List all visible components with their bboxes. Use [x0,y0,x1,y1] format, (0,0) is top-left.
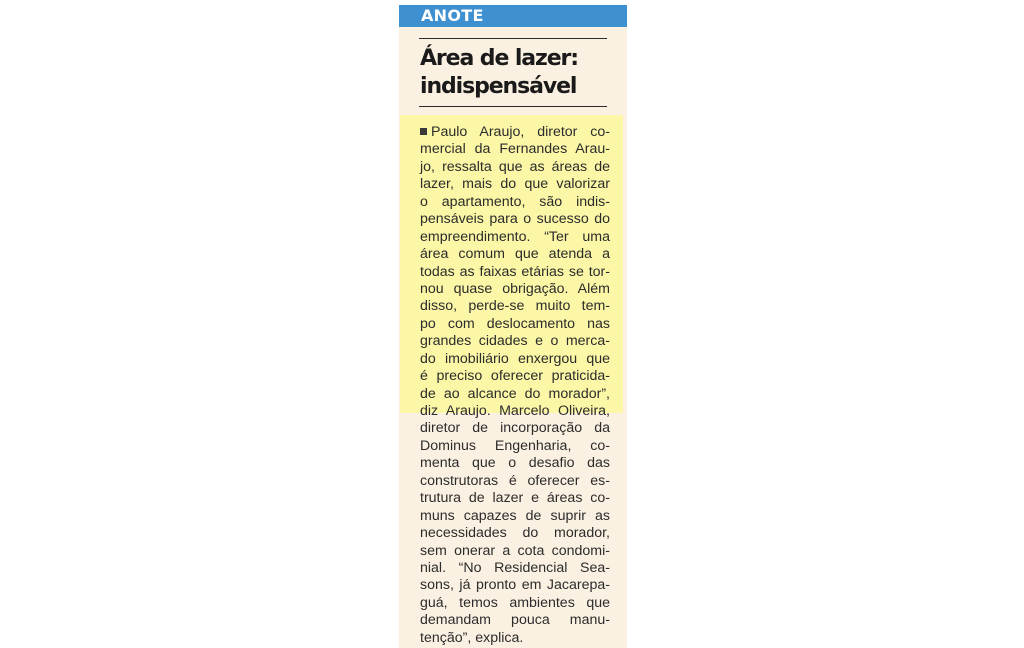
body-line [420,630,610,647]
body-line [420,159,610,176]
body-line-text: trutura de lazer e áreas co- [420,490,610,507]
body-line [420,194,610,211]
body-line [420,508,610,525]
headline-bottom-rule [419,106,607,107]
body-line-text: Paulo Araujo, diretor co- [431,124,610,140]
body-line [420,246,610,263]
body-line [420,543,610,560]
body-line-text: menta que o desafio das [420,455,610,472]
body-line-text: diz Araujo. Marcelo Oliveira, [420,403,610,419]
body-line [420,211,610,228]
body-line [420,455,610,472]
body-line-text: nial. “No Residencial Sea- [420,559,610,576]
body-line [420,124,610,141]
body-line-text: jo, ressalta que as áreas de [420,158,610,175]
body-line-text: todas as faixas etárias se tor- [420,263,610,280]
body-line [420,577,610,594]
body-line [420,386,610,403]
body-line [420,420,610,437]
body-line-text: Dominus Engenharia, co- [420,437,610,454]
body-line-text: nou quase obrigação. Além [420,280,610,297]
body-line [420,595,610,612]
body-line-text: sem onerar a cota condomi- [420,542,610,559]
body-line-text: lazer, mais do que valorizar [420,176,610,193]
body-line-text: do imobiliário enxergou que [420,350,610,367]
body-line [420,490,610,507]
body-line-text: de ao alcance do morador”, [420,385,610,402]
body-line [420,368,610,385]
article-body [420,124,610,647]
body-line [420,473,610,490]
headline-line-2: indispensável [420,74,577,99]
body-line-text: diretor de incorporação da [420,420,610,437]
body-line-text: sons, já pronto em Jacarepa- [420,577,610,594]
body-line-text: demandam pouca manu- [420,612,610,629]
section-label: ANOTE [421,6,484,25]
news-clipping [399,5,627,648]
body-line-text: grandes cidades e o merca- [420,333,610,350]
body-line-text: o apartamento, são indis- [420,193,610,210]
body-line-text: muns capazes de suprir as [420,507,610,524]
body-line [420,612,610,629]
body-line [420,403,610,420]
body-line-text: mercial da Fernandes Arau- [420,141,610,158]
body-line [420,316,610,333]
body-line [420,264,610,281]
body-line [420,298,610,315]
body-line [420,438,610,455]
body-line [420,229,610,246]
bullet-square-icon [420,128,427,135]
body-line [420,333,610,350]
body-line-text: é preciso oferecer praticida- [420,368,610,385]
body-line [420,351,610,368]
body-line [420,525,610,542]
body-line-text: área comum que atenda a [420,246,610,263]
body-line-text: disso, perde-se muito tem- [420,298,610,315]
headline-top-rule [419,38,607,39]
body-line-text: empreendimento. “Ter uma [420,228,610,245]
body-line [420,281,610,298]
body-line [420,141,610,158]
body-line-text: guá, temos ambientes que [420,594,610,611]
headline [420,45,610,101]
body-line-text: tenção”, explica. [420,629,524,646]
body-line [420,560,610,577]
body-line-text: po com deslocamento nas [420,315,610,332]
body-line-text: pensáveis para o sucesso do [420,211,610,228]
body-line [420,176,610,193]
body-line-text: necessidades do morador, [420,525,610,542]
headline-line-1: Área de lazer: [420,46,578,71]
section-header-bar [399,5,627,27]
body-line-text: construtoras é oferecer es- [420,472,610,489]
